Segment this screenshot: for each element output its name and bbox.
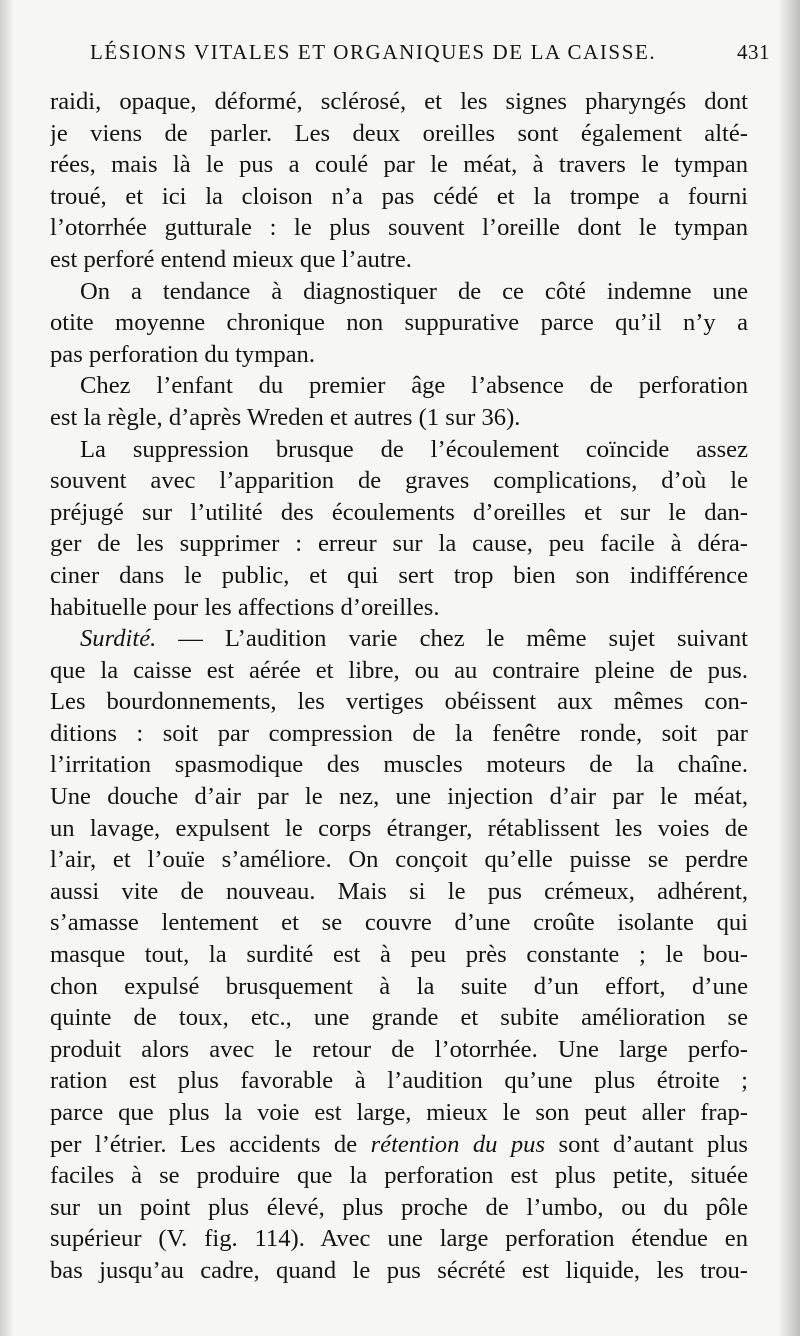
text-line: Chez l’enfant du premier âge l’absence de perforation (80, 372, 748, 400)
text-line: un lavage, expulsent le corps étranger, rétablissent les voies de (50, 814, 748, 842)
text-line: produit alors avec le retour de l’otorrhée. Une large perfo- (50, 1035, 748, 1063)
text-line: je viens de parler. Les deux oreilles sont également alté- (50, 119, 748, 147)
text-line: ger de les supprimer : erreur sur la cause, peu facile à déra- (50, 530, 748, 558)
running-header (90, 40, 770, 74)
text-line: pas perforation du tympan. (50, 340, 315, 368)
text-line: sur un point plus élevé, plus proche de l’umbo, ou du pôle (50, 1193, 748, 1221)
text-line: La suppression brusque de l’écoulement coïncide assez (80, 435, 748, 463)
text-line: otite moyenne chronique non suppurative parce qu’il n’y a (50, 309, 748, 337)
text-line: ciner dans le public, et qui sert trop bien son indifférence (50, 561, 748, 589)
text-line: chon expulsé brusquement à la suite d’un effort, d’une (50, 972, 748, 1000)
text-line: rées, mais là le pus a coulé par le méat, à travers le tympan (50, 151, 748, 179)
text-line: Surdité. — L’audition varie chez le même sujet suivant (80, 625, 748, 653)
text-line: masque tout, la surdité est à peu près constante ; le bou- (50, 941, 748, 969)
page-body (50, 86, 748, 1287)
text-line: faciles à se produire que la perforation est plus petite, située (50, 1162, 748, 1190)
text-line: per l’étrier. Les accidents de rétention du pus sont d’autant plus (50, 1130, 748, 1158)
text-line: souvent avec l’apparition de graves complications, d’où le (50, 467, 748, 495)
text-line: s’amasse lentement et se couvre d’une croûte isolante qui (50, 909, 748, 937)
text-line: l’air, et l’ouïe s’améliore. On conçoit qu’elle puisse se perdre (50, 846, 748, 874)
text-line: aussi vite de nouveau. Mais si le pus crémeux, adhérent, (50, 877, 748, 905)
text-line: troué, et ici la cloison n’a pas cédé et la trompe a fourni (50, 182, 748, 210)
text-line: On a tendance à diagnostiquer de ce côté indemne une (80, 277, 748, 305)
text-line: l’irritation spasmodique des muscles moteurs de la chaîne. (50, 751, 748, 779)
text-line: habituelle pour les affections d’oreilles. (50, 593, 440, 621)
section-heading-surdite: Surdité. (80, 625, 157, 653)
header-title: LÉSIONS VITALES ET ORGANIQUES DE LA CAISSE. (90, 40, 657, 64)
text-line: Les bourdonnements, les vertiges obéissent aux mêmes con- (50, 688, 748, 716)
text-line: parce que plus la voie est large, mieux le son peut aller frap- (50, 1099, 748, 1126)
text-line: ration est plus favorable à l’audition qu’une plus étroite ; (50, 1067, 748, 1095)
text-line: préjugé sur l’utilité des écoulements d’oreilles et sur le dan- (50, 498, 748, 526)
text-line: est perforé entend mieux que l’autre. (50, 245, 412, 273)
text-line: ditions : soit par compression de la fenêtre ronde, soit par (50, 719, 748, 747)
page-number: 431 (737, 40, 770, 64)
text-line: que la caisse est aérée et libre, ou au contraire pleine de pus. (50, 656, 748, 684)
text-line: quinte de toux, etc., une grande et subite amélioration se (50, 1004, 748, 1032)
text-line: supérieur (V. fig. 114). Avec une large perforation étendue en (50, 1225, 748, 1253)
italic-term: rétention du pus (370, 1130, 546, 1158)
text-line: Une douche d’air par le nez, une injection d’air par le méat, (50, 783, 748, 811)
text-line: est la règle, d’après Wreden et autres (1 sur 36). (50, 403, 521, 431)
text-line: bas jusqu’au cadre, quand le pus sécrété est liquide, les trou- (50, 1256, 748, 1284)
text-line: l’otorrhée gutturale : le plus souvent l’oreille dont le tympan (50, 214, 748, 242)
text-line: raidi, opaque, déformé, sclérosé, et les signes pharyngés dont (50, 88, 748, 115)
